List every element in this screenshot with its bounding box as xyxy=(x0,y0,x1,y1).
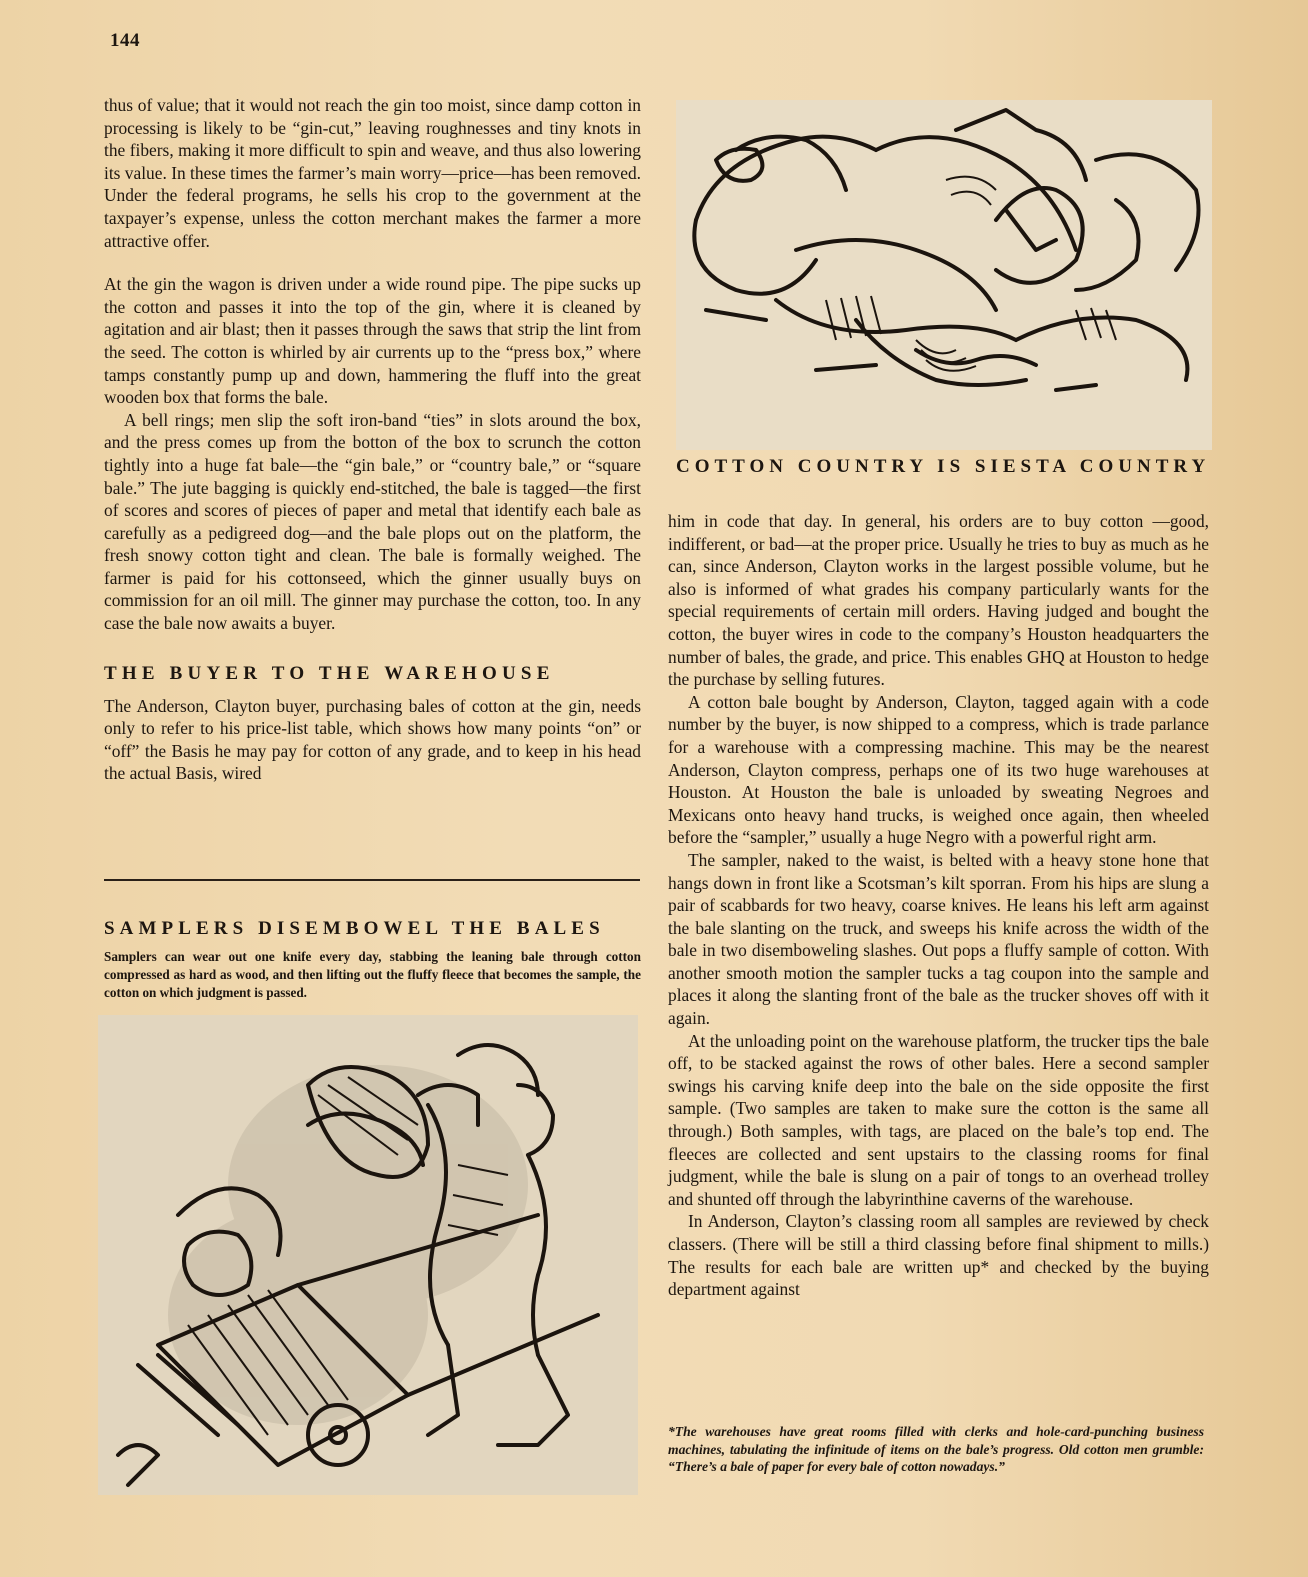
samplers-drawing xyxy=(98,1015,638,1495)
paragraph: him in code that day. In general, his orders are to buy cotton —good, indifferent, or bad—at the proper price. Usually he tries to buy as much as he can, since Anderson, Clayton works in the largest possible volume, but he also is informed of what grades his company particularly wants for the special requirements of certain mill orders. Having judged and bought the cotton, the buyer wires in code to the company’s Houston headquarters the number of bales, the grade, and price. This enables GHQ at Houston to hedge the purchase by selling futures. xyxy=(668,511,1209,690)
paragraph: A bell rings; men slip the soft iron-band “ties” in slots around the box, and the press comes up from the botton of the box to scrunch the cotton tightly into a huge fat bale—the “gin bale,” or “country bale,” or “square bale.” The jute bagging is quickly end-stitched, the bale is tagged—the first of scores and scores of pieces of paper and metal that identify each bale as carefully as a pedigreed dog—and the bale plops out on the platform, the fresh snowy cotton tight and clean. The bale is formally weighed. The farmer is paid for his cottonseed, which the ginner usually buys on commission for an oil mill. The ginner may purchase the cotton, too. In any case the bale now awaits a buyer. xyxy=(104,409,641,634)
section-heading: THE BUYER TO THE WAREHOUSE xyxy=(104,662,555,684)
right-column xyxy=(668,510,1209,1301)
footnote: *The warehouses have great rooms filled with clerks and hole-card-punching business machines, tabulating the infinitude of items on the bale’s progress. Old cotton men grumble: “There’s a bale of paper for every bale of cotton nowadays.” xyxy=(668,1424,1204,1475)
paragraph: thus of value; that it would not reach the gin too moist, since damp cotton in processing is likely to be “gin-cut,” leaving roughnesses and tiny knots in the fibers, making it more difficult to spin and weave, and thus also lowering its value. In these times the farmer’s main worry—price—has been removed. Under the federal programs, he sells his crop to the government at the taxpayer’s expense, unless the cotton merchant makes the farmer a more attractive offer. xyxy=(104,95,641,251)
paragraph: At the unloading point on the warehouse platform, the trucker tips the bale off, to be stacked against the rows of other bales. Here a second sampler swings his carving knife deep into the bale on the side opposite the first sample. (Two samples are taken to make sure the cotton is the same all through.) Both samples, with tags, are placed on the bale’s top end. The fleeces are collected and sent upstairs to the classing rooms for final judgment, while the bale is slung on a pair of tongs to an overhead trolley and shunted off through the labyrinthine caverns of the warehouse. xyxy=(668,1030,1209,1209)
sleeping-worker-drawing xyxy=(676,100,1212,450)
paragraph: A cotton bale bought by Anderson, Clayton, tagged again with a code number by the buyer, is now shipped to a compress, which is trade parlance for a warehouse with a compressing machine. This may be the nearest Anderson, Clayton compress, perhaps one of its two huge warehouses at Houston. At Houston the bale is unloaded by sweating Negroes and Mexicans onto heavy hand trucks, is weighed once again, then wheeled before the “sampler,” usually a huge Negro with a powerful right arm. xyxy=(668,691,1209,848)
page-number: 144 xyxy=(110,30,140,51)
left-column xyxy=(104,94,641,785)
illustration-caption: COTTON COUNTRY IS SIESTA COUNTRY xyxy=(676,456,1211,477)
samplers-illustration xyxy=(98,1015,638,1495)
paragraph: The sampler, naked to the waist, is belted with a heavy stone hone that hangs down in front like a Scotsman’s kilt sporran. From his hips are slung a pair of scabbards for two heavy, coarse knives. He leans his left arm against the bale slanting on the truck, and sweeps his knife across the width of the bale in two disemboweling slashes. Out pops a fluffy sample of cotton. With another smooth motion the sampler tucks a tag coupon into the sample and places it along the slanting front of the bale as the trucker shoves off with it again. xyxy=(668,849,1209,1029)
illustration-caption: Samplers can wear out one knife every day, stabbing the leaning bale through cotton compressed as hard as wood, and then lifting out the fluffy fleece that becomes the sample, the cotton on which judgment is passed. xyxy=(104,949,641,1000)
illustration-title: SAMPLERS DISEMBOWEL THE BALES xyxy=(104,918,605,939)
section-divider xyxy=(104,879,640,881)
siesta-illustration xyxy=(676,100,1212,450)
paragraph: In Anderson, Clayton’s classing room all samples are reviewed by check classers. (There will be still a third classing before final shipment to mills.) The results for each bale are written up* and checked by the buying department against xyxy=(668,1211,1209,1300)
paragraph: The Anderson, Clayton buyer, purchasing bales of cotton at the gin, needs only to refer to his price-list table, which shows how many points “on” or “off” the Basis he may pay for cotton of any grade, and to keep in his head the actual Basis, wired xyxy=(104,695,641,784)
paragraph: At the gin the wagon is driven under a wide round pipe. The pipe sucks up the cotton and passes it into the top of the gin, where it is cleaned by agitation and air blast; then it passes through the saws that strip the lint from the seed. The cotton is whirled by air currents up to the “press box,” where tamps constantly pump up and down, hammering the fluff into the great wooden box that forms the bale. xyxy=(104,274,641,408)
